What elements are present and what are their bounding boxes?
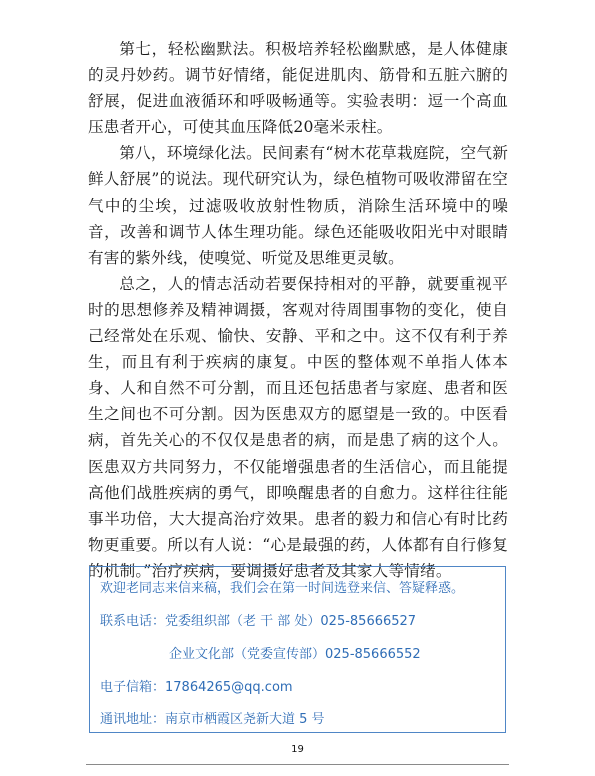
footer-divider <box>86 764 509 765</box>
phone-line-culture: 企业文化部（党委宣传部）025-85666552 <box>169 647 421 662</box>
paragraph-conclusion: 总之，人的情志活动若要保持相对的平静，就要重视平时的思想修养及精神调摄，客观对待周围事物的变化，使自己经常处在乐观、愉快、安静、平和之中。这不仅有利于养生，而且有利于疾病的康复。中医的整体观不单指人体本身、人和自然不可分割，而且还包括患者与家庭、患者和医生之间也不可分割。因为医患双方的愿望是一致的。中医看病，首先关心的不仅仅是患者的病，而是患了病的这个人。医患双方共同努力，不仅能增强患者的生活信心，而且能提高他们战胜疾病的勇气，即唤醒患者的自愈力。这样往往能事半功倍，大大提高治疗效果。患者的毅力和信心有时比药物更重要。所以有人说：“心是最强的药，人体都有自行修复的机制。”治疗疾病，要调摄好患者及其家人等情绪。 <box>88 274 508 580</box>
paragraph-humor-method: 第七，轻松幽默法。积极培养轻松幽默感，是人体健康的灵丹妙药。调节好情绪，能促进肌肉、筋骨和五脏六腑的舒展，促进血液循环和呼吸畅通等。实验表明：逗一个高血压患者开心，可使其血压降低20毫米汞柱。 <box>88 40 508 137</box>
contact-info-box <box>89 566 506 733</box>
welcome-text: 欢迎老同志来信来稿，我们会在第一时间选登来信、答疑释惑。 <box>100 581 465 596</box>
article-body <box>88 36 508 584</box>
page-number: 19 <box>291 744 304 755</box>
address-line: 通讯地址：南京市栖霞区尧新大道 5 号 <box>100 712 325 727</box>
email-line: 电子信箱：17864265@qq.com <box>100 680 293 695</box>
paragraph-greening-method: 第八，环境绿化法。民间素有“树木花草栽庭院，空气新鲜人舒展”的说法。现代研究认为，绿色植物可吸收滞留在空气中的尘埃，过滤吸收放射性物质，消除生活环境中的噪音，改善和调节人体生理功能。绿色还能吸收阳光中对眼睛有害的紫外线，使嗅觉、听觉及思维更灵敏。 <box>88 144 508 267</box>
phone-line-organization: 联系电话：党委组织部（老 干 部 处）025-85666527 <box>100 614 417 629</box>
